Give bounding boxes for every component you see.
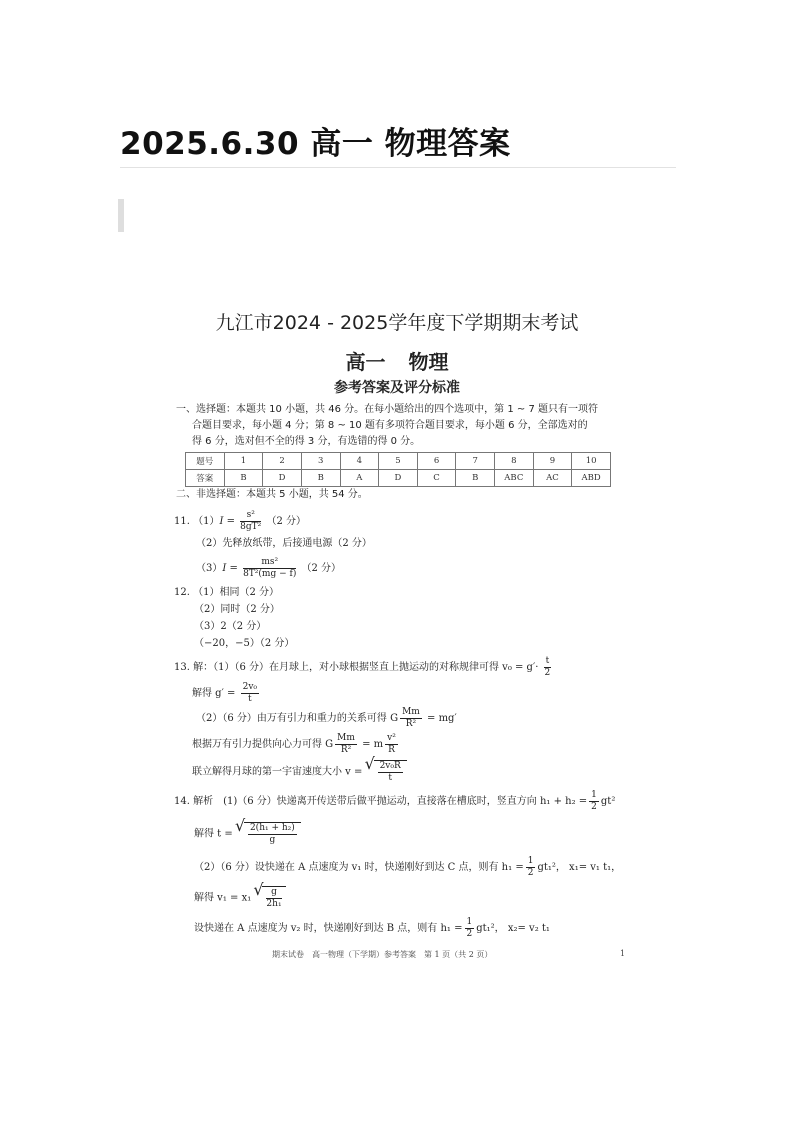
q14-line3-fraction — [526, 856, 536, 879]
q14-line4 — [194, 886, 286, 910]
q13-line3-text: （2）（6 分）由万有引力和重力的关系可得 G — [196, 713, 399, 724]
section-non-choice — [176, 487, 626, 503]
table-header-cell: 答案 — [186, 470, 225, 487]
fraction-numerator: 1 — [591, 790, 597, 800]
table-cell: B — [456, 470, 495, 487]
table-cell: D — [263, 470, 302, 487]
q13-line4-fraction2 — [385, 733, 398, 756]
q14-line1-tail: gt² — [600, 796, 616, 807]
q13-line2-text: 解得 g′ = — [192, 688, 236, 699]
fraction-numerator: 2v₀ — [242, 682, 258, 692]
q11-part1 — [174, 510, 306, 533]
q13-line5 — [192, 760, 407, 784]
q14-line4-fraction — [266, 887, 281, 910]
q12-part1 — [174, 586, 279, 600]
section2-line1: 二、非选择题：本题共 5 小题，共 54 分。 — [176, 489, 368, 500]
fraction-numerator: Mm — [402, 707, 420, 717]
table-cell: 1 — [224, 453, 263, 470]
table-cell: 4 — [340, 453, 379, 470]
exam-title: 九江市2024 - 2025学年度下学期期末考试 — [215, 312, 579, 334]
table-cell: ABD — [572, 470, 611, 487]
answer-key-title: 参考答案及评分标准 — [334, 380, 460, 396]
q13-line5-text: 联立解得月球的第一宇宙速度大小 v = — [192, 766, 363, 778]
table-cell: 10 — [572, 453, 611, 470]
q11-p3-score: （2 分） — [301, 563, 342, 574]
q13-line3-tail: = mg′ — [423, 713, 457, 724]
table-cell: 8 — [495, 453, 534, 470]
q14-line3-tail: gt₁²， x₁= v₁ t₁， — [537, 862, 622, 873]
q14-line2 — [194, 822, 301, 846]
fraction-denominator: 2h₁ — [266, 899, 282, 909]
q13-line3-fraction — [400, 707, 422, 730]
section1-line3: 得 6 分，选对但不全的得 3 分，有选错的得 0 分。 — [192, 436, 421, 447]
fraction-denominator: 8T²(mg − f) — [243, 569, 297, 579]
table-row-numbers — [186, 453, 611, 470]
q11-p1-prefix: （1） — [193, 516, 220, 527]
q12-part2: （2）同时（2 分） — [194, 604, 280, 615]
q14-line1-fraction — [589, 790, 599, 813]
fraction-denominator: 2 — [527, 868, 534, 878]
q13-line4-mid: = m — [358, 739, 384, 750]
q14-line2-text: 解得 t = — [194, 828, 233, 840]
fraction-numerator: √ 2(h₁ + h₂) — [249, 823, 295, 833]
q11-p1-score: （2 分） — [266, 516, 307, 527]
q14-line4-sqrt — [262, 886, 285, 910]
q13-line4-text: 根据万有引力提供向心力可得 G — [192, 739, 334, 750]
table-cell: AC — [533, 470, 572, 487]
subject-title: 高一 物理 — [345, 350, 449, 374]
q14-line3-text: （2）（6 分）设快递在 A 点速度为 v₁ 时，快递刚好到达 C 点，则有 h₁ = — [194, 862, 524, 873]
section1-line2: 合题目要求，每小题 4 分；第 8 ~ 10 题有多项符合题目要求，每小题 6 分，全部选对的 — [192, 420, 588, 431]
page-number: 1 — [620, 949, 626, 958]
q13-line5-fraction — [378, 761, 403, 784]
table-cell: 6 — [417, 453, 456, 470]
q11-label: 11. — [174, 516, 190, 527]
table-row-answers — [186, 470, 611, 487]
section1-line1: 一、选择题：本题共 10 小题，共 46 分。在每小题给出的四个选项中，第 1 ~ 7 题只有一项符 — [176, 404, 598, 415]
q11-part3 — [196, 557, 341, 580]
q11-p1-var: I — [219, 516, 224, 527]
table-cell: ABC — [495, 470, 534, 487]
title-divider — [120, 167, 676, 168]
q14-line2-fraction — [248, 823, 297, 846]
fraction-denominator: R² — [405, 719, 417, 729]
q11-p3-prefix: （3） — [196, 563, 223, 574]
table-cell: C — [417, 470, 456, 487]
q14-line4-text: 解得 v₁ = x₁ — [194, 892, 252, 904]
q12-part3: （3）2（2 分） — [194, 621, 267, 632]
fraction-numerator: ms² — [243, 557, 296, 569]
q14-line2-sqrt — [244, 822, 301, 846]
q13-line1-text: 13. 解：（1）（6 分）在月球上，对小球根据竖直上抛运动的对称规律可得 v₀ = g′· — [174, 662, 539, 673]
table-cell: D — [379, 470, 418, 487]
fraction-denominator: 2 — [591, 802, 597, 812]
q14-line5 — [194, 917, 550, 940]
q14-line3 — [194, 856, 621, 879]
fraction-numerator: t — [545, 656, 550, 666]
fraction-denominator: 2 — [544, 668, 551, 678]
q12-label: 12. — [174, 587, 190, 598]
table-cell: 2 — [263, 453, 302, 470]
answer-table — [185, 452, 611, 487]
fraction-denominator: 2 — [466, 929, 473, 939]
q12-p1-text: （1）相同（2 分） — [193, 587, 279, 598]
fraction-numerator: s² — [240, 510, 261, 522]
table-cell: 5 — [379, 453, 418, 470]
q14-line1 — [174, 790, 615, 813]
q11-p1-fraction — [240, 510, 261, 533]
fraction-denominator: 8gT² — [240, 522, 262, 532]
page-title: 2025.6.30 高一 物理答案 — [120, 126, 511, 162]
section-multiple-choice — [176, 402, 626, 450]
fraction-numerator: Mm — [337, 733, 355, 743]
q13-line4-fraction1 — [335, 733, 357, 756]
table-cell: 7 — [456, 453, 495, 470]
q13-line1 — [174, 656, 553, 679]
q12-part4: （−20，−5）（2 分） — [194, 638, 295, 649]
page-footer: 期末试卷 高一物理（下学期）参考答案 第 1 页（共 2 页） — [272, 950, 493, 959]
q11-p3-eq: = — [226, 563, 242, 574]
blockquote-bar — [118, 199, 124, 232]
fraction-numerator: √ g — [266, 887, 281, 899]
q14-line5-fraction — [465, 917, 475, 940]
fraction-numerator: v² — [387, 733, 396, 743]
q11-p3-fraction — [243, 557, 296, 580]
table-cell: 3 — [301, 453, 340, 470]
fraction-denominator: R — [388, 745, 395, 755]
q13-line5-sqrt — [374, 760, 407, 784]
q11-part2: （2）先释放纸带，后接通电源（2 分） — [196, 538, 372, 549]
q13-line4 — [192, 733, 400, 756]
table-cell: 9 — [533, 453, 572, 470]
q11-p1-eq: = — [223, 516, 239, 527]
q14-line5-tail: gt₁²， x₂= v₂ t₁ — [476, 923, 550, 934]
table-header-cell: 题号 — [186, 453, 225, 470]
q11-p3-var: I — [222, 563, 227, 574]
q13-line1-fraction — [544, 656, 552, 679]
table-cell: B — [301, 470, 340, 487]
table-cell: B — [224, 470, 263, 487]
fraction-denominator: R² — [340, 745, 352, 755]
q14-line1-text: 14. 解析 (1)（6 分）快递离开传送带后做平抛运动，直接落在槽底时，竖直方向 h₁ + h₂ = — [174, 796, 588, 807]
fraction-denominator: t — [388, 773, 392, 783]
fraction-numerator: √ 2v₀R — [379, 761, 401, 771]
q13-line3 — [196, 707, 457, 730]
table-cell: A — [340, 470, 379, 487]
fraction-numerator: 1 — [527, 856, 534, 866]
fraction-denominator: g — [269, 835, 276, 845]
q13-line2 — [192, 682, 261, 705]
q13-line2-fraction — [241, 682, 259, 705]
fraction-numerator: 1 — [466, 917, 473, 927]
fraction-denominator: t — [248, 694, 252, 704]
q14-line5-text: 设快递在 A 点速度为 v₂ 时，快递刚好到达 B 点，则有 h₁ = — [194, 923, 463, 934]
